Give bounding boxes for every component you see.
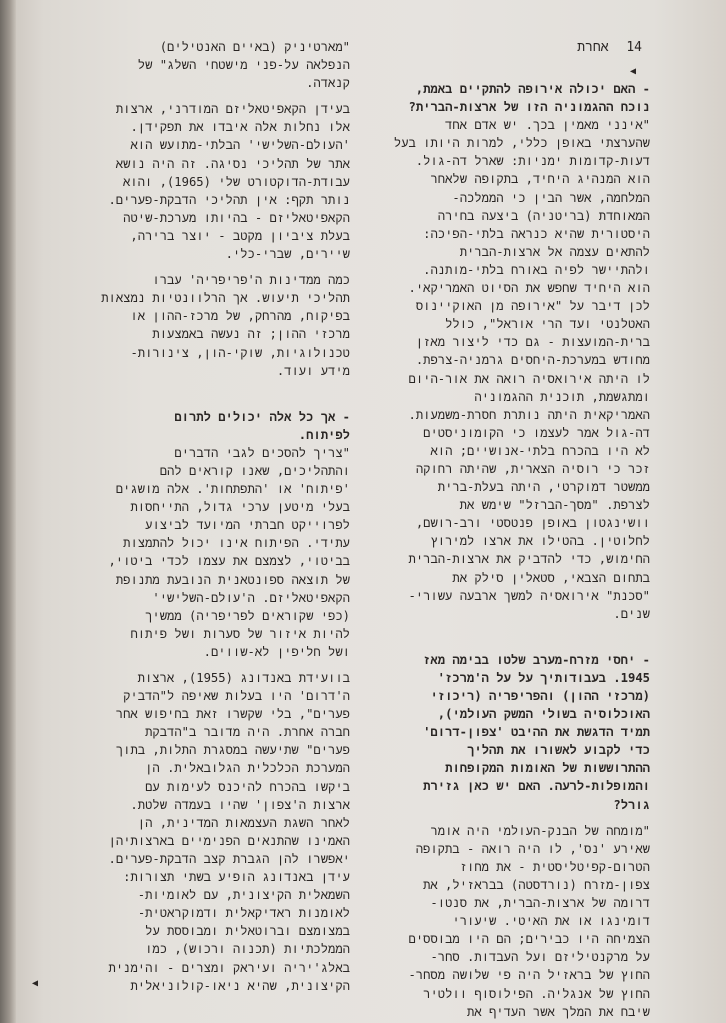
text-line: צפון-מזרח (נורדסטה) בבראזיל, את <box>423 877 650 892</box>
text-line: האמינו שהתנאים הפנימיים בארצותיהן <box>108 833 350 848</box>
answer-3 <box>38 444 350 661</box>
text-line: - אך כל אלה יכולים לתרום <box>174 409 350 424</box>
text-line: תמיד הדגשת את ההיבט 'צפון-דרום' <box>423 725 650 740</box>
text-line: גורל? <box>613 797 650 812</box>
text-line: נותר תקף: אין תהליכי הדבקת-פערים. <box>108 192 350 207</box>
answer-1 <box>366 116 650 623</box>
text-line: מחודש במערכת-היחסים גרמניה-צרפת. <box>415 353 650 368</box>
text-line: פערים", בלי שקשרו זאת בחיפוש אחר <box>115 707 350 722</box>
text-line: ההתרוששות של האומות המקופחות <box>445 761 650 776</box>
page-number: 14 <box>626 40 642 55</box>
text-line: ממשטר דמוקרטי, היתה בעלת-ברית <box>437 480 650 495</box>
text-line: האטלנטי ועד הרי אוראל", כולל <box>445 317 650 332</box>
question-2 <box>366 651 650 814</box>
text-line: עידן באנדונג הופיע בשתי תצורות: <box>123 870 350 885</box>
text-line: ושל חליפין לא-שווים. <box>203 644 350 659</box>
text-line: תהליכי תיעוש. אך הרלוונטיות נמצאות <box>101 291 350 306</box>
text-line: שיירים, שברי-כלי. <box>225 247 350 262</box>
text-line: דומינגו או את האיטי. שיעורי <box>452 914 650 929</box>
text-line: הנפלאה על-פני מישטחי השלג" של <box>137 58 350 73</box>
text-line: טכנולוגיות, שוקי-הון, צינורות- <box>130 345 350 360</box>
text-line: "צריך להסכים לגבי הדברים <box>174 445 350 460</box>
text-line: הממלכתיות (תכנוה ורכוש), כמו <box>145 942 350 957</box>
page-header <box>567 40 642 55</box>
text-line: לא היו בהכרח בלתי-אנושיים; הוא <box>430 443 650 458</box>
text-line: החימוש, כדי להדביק את ארצות-הברית <box>408 552 650 567</box>
text-line: הצמיחה היו כבירים; הם היו מבוססים <box>408 932 650 947</box>
text-line: קנאדה. <box>306 76 350 91</box>
text-line: 'העולם-השלישי' הבלתי-מתועש הוא <box>130 138 350 153</box>
text-line: ארצות ה'צפון' שהיו בעמדה שלטת. <box>130 797 350 812</box>
text-line: "מארטיניק (באיים האנטילים) <box>159 40 350 54</box>
text-line: החוץ של אנגליה. הפילוסוף וולטיר <box>423 986 650 1001</box>
text-line: אתר של תהליכי נסיגה. זה היה נושא <box>115 156 350 171</box>
text-line: ה'דרום' היו בעלות שאיפה ל"הדביק <box>123 689 350 704</box>
text-line: לפרוייקט חברתי המיועד לביצוע <box>145 518 350 533</box>
answer-2 <box>366 822 650 1021</box>
text-line: לאומנות ראדיקאלית ודמוקראטית- <box>137 906 350 921</box>
text-line: אלו נחלות אלה איבדו את תפקידן. <box>130 120 350 135</box>
text-line: עבודת-הדוקטורט שלי (1965), והוא <box>122 174 350 189</box>
paragraph-bandung <box>38 669 350 995</box>
book-spine <box>0 0 16 1023</box>
triangle-marker-icon: ◀ <box>32 978 39 989</box>
text-line: המאוחדת (בריטניה) ביצעה בחירה <box>437 208 650 223</box>
text-line: לחלוטין. בהטילו את ארצו למירוץ <box>430 534 650 549</box>
text-line: בביטוי, לצמצם את עצמו לכדי ביטוי, <box>108 554 350 569</box>
text-line: באלג'יריה ועיראק ומצרים - והימנית <box>108 960 350 975</box>
question-3 <box>38 408 350 444</box>
text-line: - יחסי מזרח-מערב שלטו בבימה מאז <box>423 652 650 667</box>
text-line: נוכח ההגמוניה הזו של ארצות-הברית? <box>408 100 650 115</box>
text-line: שיבח את המלך אשר העדיף את <box>467 1004 650 1019</box>
triangle-marker-icon: ◀ <box>629 66 636 77</box>
text-line: במצומצם וברוטאלית ומבוססת על <box>145 924 350 939</box>
text-line: 'פיתוח' או 'התפתחות'. אלה מושגים <box>115 482 350 497</box>
text-line: בפיקוח, מהרחק, של מרכז-ההון או <box>130 309 350 324</box>
text-line: הטרום-קפיטליסטית - את מחוז <box>459 859 650 874</box>
text-line: הוא המנהיג היחיד, בתקופה שלאחר <box>430 172 650 187</box>
left-column <box>38 38 350 995</box>
text-line: האמריקאית היתה נותרת חסרת-משמעות. <box>408 407 650 422</box>
text-line: ומתגשמת, תוכנית ההגמוניה <box>474 389 650 404</box>
text-line: ולהתיישר לפיה באורח בלתי-מותנה. <box>423 262 650 277</box>
text-line: מידע ועוד. <box>276 363 350 378</box>
text-line: והמופלות-לרעה. האם יש כאן גזירת <box>423 779 650 794</box>
text-line: להתאים עצמה אל ארצות-הברית <box>459 244 650 259</box>
text-line: כדי לקבוע לאשורו את תהליך <box>467 743 650 758</box>
text-line: "סכנת" אירואסיה למשך ארבעה עשורי- <box>408 588 650 603</box>
text-line: כמה ממדינות ה'פריפריה' עברו <box>152 273 350 288</box>
text-line: מרכזי ההון; זה נעשה באמצעות <box>152 327 350 342</box>
text-line: המערכת הכלכלית הגלובאלית. הן <box>145 761 350 776</box>
text-line: הקיצונית, שהיא ניאו-קולוניאלית <box>130 978 350 993</box>
text-line: היסטורית שהיא כנראה בלתי-הפיכה: <box>423 226 650 241</box>
text-line: "מומחה של הבנק-העולמי היה אומר <box>430 823 650 838</box>
text-line: הוא היחיד שחפש את הסיוט האמריקאי. <box>408 281 650 296</box>
text-line: הקאפיטאליזם. ה'עולם-השלישי' <box>152 590 350 605</box>
text-line: פערים" שתיעשה במסגרת התלות, בתוך <box>115 743 350 758</box>
text-line: דעות-קדומות ימניות: שארל דה-גול. <box>415 154 650 169</box>
text-line: דרומה של ארצות-הברית, את סנטו- <box>430 896 650 911</box>
text-line: להיות איזור של סערות ושל פיתוח <box>130 626 350 641</box>
text-line: לפיתוח. <box>298 427 350 442</box>
text-line: בתחום הצבאי, סטאלין סילק את <box>452 570 650 585</box>
paragraph-capitalism <box>38 100 350 263</box>
text-line: יאפשרו להן הגברת קצב הדבקת-פערים. <box>108 851 350 866</box>
text-line: השמאלית הקיצונית, עם לאומיות- <box>137 888 350 903</box>
text-line: לאחר השגת העצמאות המדינית, הן <box>137 815 350 830</box>
text-line: של תוצאה ספונטאנית הנובעת מתנופת <box>115 572 350 587</box>
right-column <box>366 80 650 1021</box>
text-line: (כפי שקוראים לפריפריה) ממשיך <box>145 608 350 623</box>
text-line: עתידי. הפיתוח אינו יכול להתמצות <box>123 536 350 551</box>
text-line: שנים. <box>613 606 650 621</box>
text-line: דה-גול אמר לעצמו כי הקומוניסטים <box>423 425 650 440</box>
text-line: בעידן הקאפיטאליזם המודרני, ארצות <box>115 102 350 117</box>
text-line: בעלי מיטען ערכי גדול, התייחסות <box>130 500 350 515</box>
text-line: ברית-המועצות - גם כדי ליצור מאזן <box>415 335 650 350</box>
text-line: בעלת ציביון מקטב - יוצר ברירה, <box>130 228 350 243</box>
text-line: בוועידת באנדונג (1955), ארצות <box>137 671 350 685</box>
text-line: לכן דיבר על "אירופה מן האוקיינוס <box>415 299 650 314</box>
text-line: והתהליכים, שאנו קוראים להם <box>159 463 350 478</box>
text-line: שהערצתי באופן כללי, למרות היותו בעל <box>393 136 650 151</box>
text-line: זכר כי רוסיה הצארית, שהיתה רחוקה <box>415 461 650 476</box>
text-line: המלחמה, אשר הבין כי הממלכה- <box>452 190 650 205</box>
text-line: לצרפת. "מסך-הברזל" שימש את <box>459 498 650 513</box>
text-line: וושינגטון באופן פנטסטי ורב-רושם, <box>415 516 650 531</box>
section-label: אחרת <box>577 40 609 55</box>
paragraph-periphery <box>38 271 350 380</box>
text-line: לו היתה אירואסיה רואה את אור-היום <box>408 371 650 386</box>
text-line: - האם יכולה אירופה להתקיים באמת, <box>415 82 650 96</box>
text-line: הקאפיטאליזם - בהיותו מערכת-שיטה <box>123 210 350 225</box>
text-line: ביקשו בהכרח להיכנס לעימות עם <box>145 779 350 794</box>
text-line: 1945. בעבודותיך על על ה'מרכז' <box>437 670 650 685</box>
text-line: (מרכזי ההון) והפריפריה (ריכוזי <box>430 689 650 703</box>
text-line: על מרקנטיליזם ועל העבדות. סחר- <box>430 950 650 965</box>
text-line: "אינני מאמין בכך. יש אדם אחד <box>445 118 650 133</box>
paragraph-top <box>38 38 350 92</box>
text-line: האוכלוסיה בשולי המשק העולמי), <box>437 707 650 722</box>
question-1 <box>366 80 650 116</box>
text-line: החוץ של בראזיל היה פי שלושה מסחר- <box>408 968 650 983</box>
text-line: חברה אחרת. היה מדובר ב"הדבקת <box>145 725 350 740</box>
text-line: שאירע 'נס', לו היה רואה - בתקופה <box>415 841 650 856</box>
